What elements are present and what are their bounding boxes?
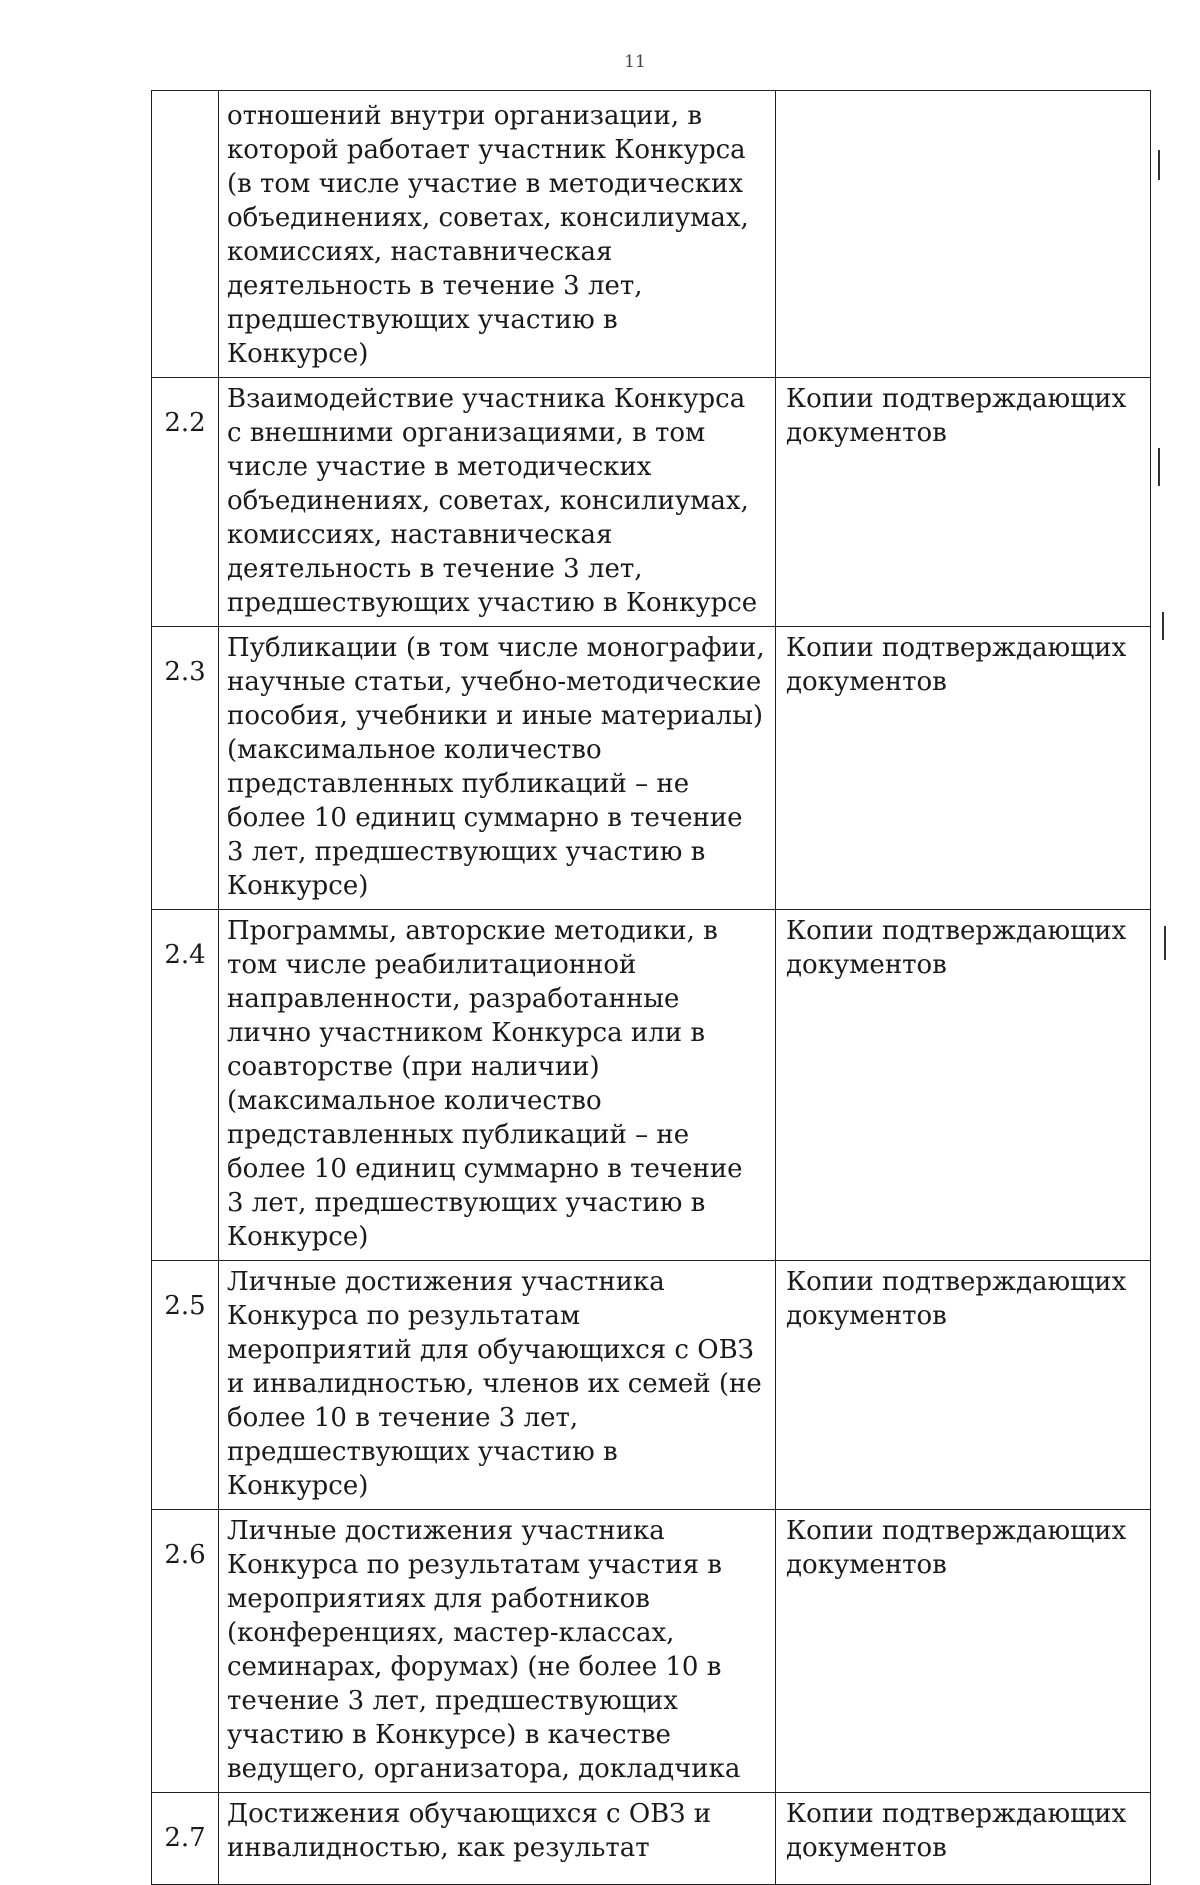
row-number: 2.3 bbox=[152, 627, 219, 910]
page-number: 11 bbox=[624, 52, 646, 72]
criterion-cell: Публикации (в том числе монографии, научные статьи, учебно-методические пособия, учебники и иные материалы) (максимальное количество представленных публикаций – не более 10 единиц суммарно в течение 3 лет, предшествующих участию в Конкурсе) bbox=[219, 627, 776, 910]
criterion-cell: отношений внутри организации, в которой работает участник Конкурса (в том числе участие в методических объединениях, советах, консилиумах, комиссиях, наставническая деятельность в течение 3 лет, предшествующих участию в Конкурсе) bbox=[219, 91, 776, 378]
table-row bbox=[152, 1261, 1151, 1510]
row-number: 2.5 bbox=[152, 1261, 219, 1510]
row-number: 2.4 bbox=[152, 910, 219, 1261]
row-number bbox=[152, 91, 219, 378]
table-row bbox=[152, 91, 1151, 378]
criterion-cell: Программы, авторские методики, в том числе реабилитационной направленности, разработанные лично участником Конкурса или в соавторстве (при наличии) (максимальное количество представленных публикаций – не более 10 единиц суммарно в течение 3 лет, предшествующих участию в Конкурсе) bbox=[219, 910, 776, 1261]
evidence-cell: Копии подтверждающих документов bbox=[776, 1510, 1151, 1793]
table-row bbox=[152, 910, 1151, 1261]
criterion-cell: Достижения обучающихся с ОВЗ и инвалидностью, как результат bbox=[219, 1793, 776, 1885]
evidence-cell: Копии подтверждающих документов bbox=[776, 910, 1151, 1261]
table-row bbox=[152, 627, 1151, 910]
row-number: 2.6 bbox=[152, 1510, 219, 1793]
criteria-table bbox=[151, 90, 1151, 1885]
criterion-cell: Взаимодействие участника Конкурса с внешними организациями, в том числе участие в методических объединениях, советах, консилиумах, комиссиях, наставническая деятельность в течение 3 лет, предшествующих участию в Конкурсе bbox=[219, 378, 776, 627]
evidence-cell bbox=[776, 91, 1151, 378]
table-row bbox=[152, 1510, 1151, 1793]
evidence-cell: Копии подтверждающих документов bbox=[776, 1261, 1151, 1510]
criterion-cell: Личные достижения участника Конкурса по результатам участия в мероприятиях для работников (конференциях, мастер-классах, семинарах, форумах) (не более 10 в течение 3 лет, предшествующих участию в Конкурсе) в качестве ведущего, организатора, докладчика bbox=[219, 1510, 776, 1793]
scan-mark bbox=[1158, 150, 1160, 180]
evidence-cell: Копии подтверждающих документов bbox=[776, 1793, 1151, 1885]
row-number: 2.7 bbox=[152, 1793, 219, 1885]
evidence-cell: Копии подтверждающих документов bbox=[776, 378, 1151, 627]
criterion-cell: Личные достижения участника Конкурса по результатам мероприятий для обучающихся с ОВЗ и инвалидностью, членов их семей (не более 10 в течение 3 лет, предшествующих участию в Конкурсе) bbox=[219, 1261, 776, 1510]
row-number: 2.2 bbox=[152, 378, 219, 627]
evidence-cell: Копии подтверждающих документов bbox=[776, 627, 1151, 910]
table-row bbox=[152, 378, 1151, 627]
scan-mark bbox=[1162, 612, 1164, 640]
scan-mark bbox=[1158, 448, 1160, 486]
table-row bbox=[152, 1793, 1151, 1885]
scan-mark bbox=[1164, 926, 1166, 960]
